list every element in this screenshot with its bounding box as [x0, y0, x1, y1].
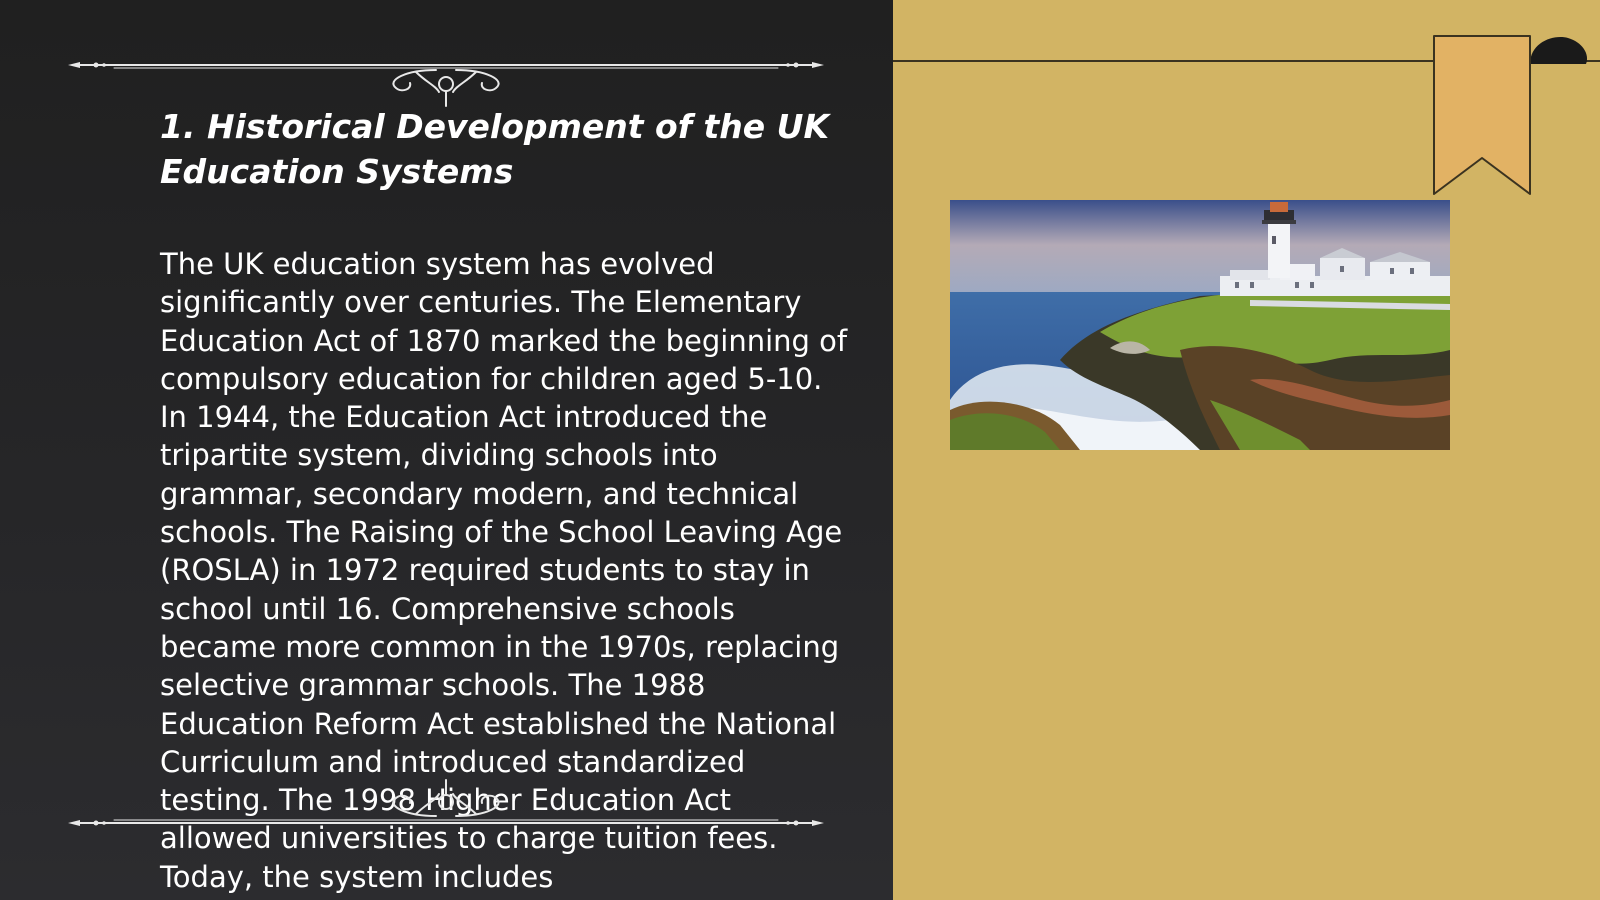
- slide-title: 1. Historical Development of the UK Education Systems: [160, 107, 830, 191]
- bottom-scroll-ornament-icon: [66, 770, 826, 830]
- slide-body-text: The UK education system has evolved significantly over centuries. The Elementary Education Act of 1870 marked the beginning of compulsory education for children aged 5-10. In 1944, the Education Act introduced the tripartite system, dividing schools into grammar, secondary modern, and technical schools. The Raising of the School Leaving Age (ROSLA) in 1972 required students to stay in school until 16. Comprehensive schools became more common in the 1970s, replacing selective grammar schools. The 1988 Education Reform Act established the National Curriculum and introduced standardized testing. The 1998 Higher Education Act allowed universities to charge tuition fees. Today, the system includes: [160, 247, 848, 894]
- lighthouse-coast-photo: [950, 200, 1450, 450]
- bookmark-ribbon-icon: [1430, 34, 1600, 204]
